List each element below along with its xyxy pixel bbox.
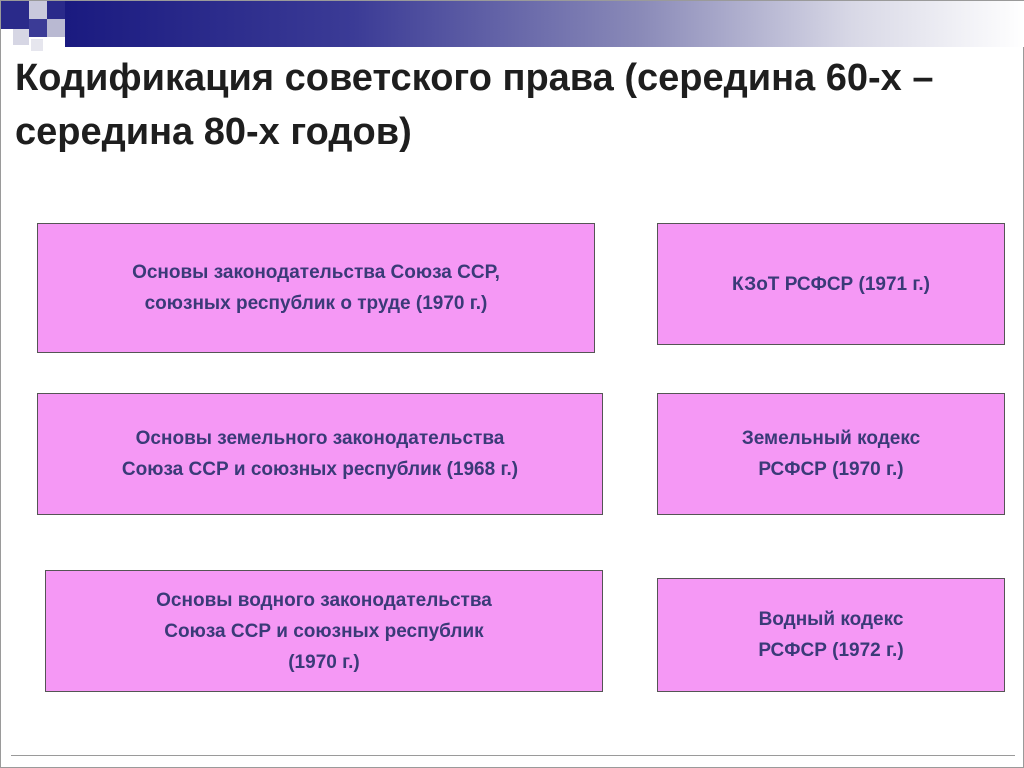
land-code-box: Земельный кодекс РСФСР (1970 г.)	[657, 393, 1005, 515]
land-legislation-basics-box: Основы земельного законодательства Союза ССР и союзных республик (1968 г.)	[37, 393, 603, 515]
slide-title: Кодификация советского права (середина 60-х – середина 80-х годов)	[15, 57, 934, 153]
labor-code-box: КЗоТ РСФСР (1971 г.)	[657, 223, 1005, 345]
header-gradient-bar	[65, 1, 1024, 47]
bottom-divider	[11, 755, 1015, 756]
water-code-box: Водный кодекс РСФСР (1972 г.)	[657, 578, 1005, 692]
labor-legislation-basics-box: Основы законодательства Союза ССР, союзных республик о труде (1970 г.)	[37, 223, 595, 353]
water-legislation-basics-box: Основы водного законодательства Союза ССР и союзных республик (1970 г.)	[45, 570, 603, 692]
